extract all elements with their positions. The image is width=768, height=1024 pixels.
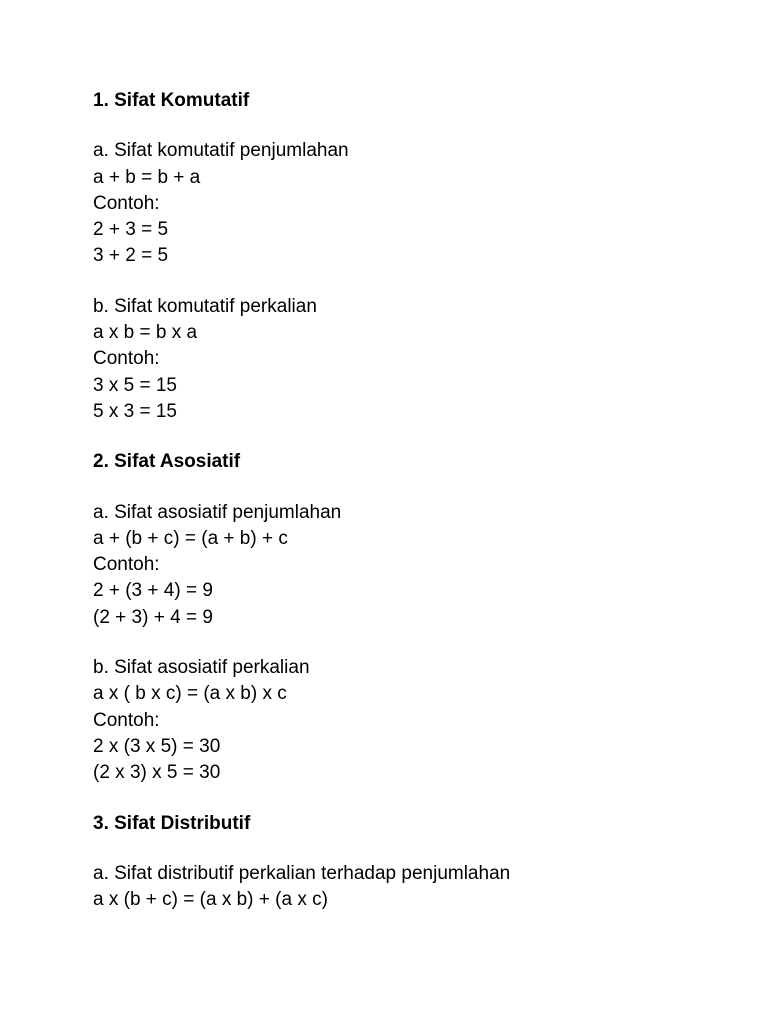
formula: a + b = b + a	[93, 166, 201, 188]
example-line: 5 x 3 = 15	[93, 400, 177, 422]
example-label: Contoh:	[93, 709, 160, 731]
subsection-title: a. Sifat distributif perkalian terhadap penjumlahan	[93, 862, 511, 884]
spacer	[93, 270, 733, 294]
section-heading: 1. Sifat Komutatif	[93, 90, 250, 111]
formula: a x (b + c) = (a x b) + (a x c)	[93, 889, 328, 911]
formula: a x ( b x c) = (a x b) x c	[93, 683, 287, 705]
subsection-title: b. Sifat komutatif perkalian	[93, 295, 317, 317]
formula: a x b = b x a	[93, 322, 198, 344]
spacer	[93, 631, 733, 655]
example-label: Contoh:	[93, 348, 160, 370]
example-line: (2 + 3) + 4 = 9	[93, 606, 213, 628]
spacer	[93, 425, 733, 449]
section-heading: 2. Sifat Asosiatif	[93, 451, 241, 473]
example-line: 2 + 3 = 5	[93, 219, 169, 241]
section-heading: 3. Sifat Distributif	[93, 812, 251, 834]
subsection-title: a. Sifat asosiatif penjumlahan	[93, 501, 342, 523]
spacer	[93, 114, 733, 138]
spacer	[93, 476, 733, 500]
formula: a + (b + c) = (a + b) + c	[93, 527, 288, 549]
example-line: 3 x 5 = 15	[93, 374, 177, 396]
spacer	[93, 787, 733, 811]
example-line: 2 + (3 + 4) = 9	[93, 580, 213, 602]
document-page	[93, 88, 733, 913]
example-label: Contoh:	[93, 554, 160, 576]
example-line: 3 + 2 = 5	[93, 245, 169, 267]
example-label: Contoh:	[93, 192, 160, 214]
example-line: (2 x 3) x 5 = 30	[93, 762, 221, 784]
example-line: 2 x (3 x 5) = 30	[93, 735, 221, 757]
spacer	[93, 837, 733, 861]
subsection-title: b. Sifat asosiatif perkalian	[93, 657, 310, 679]
subsection-title: a. Sifat komutatif penjumlahan	[93, 140, 349, 162]
